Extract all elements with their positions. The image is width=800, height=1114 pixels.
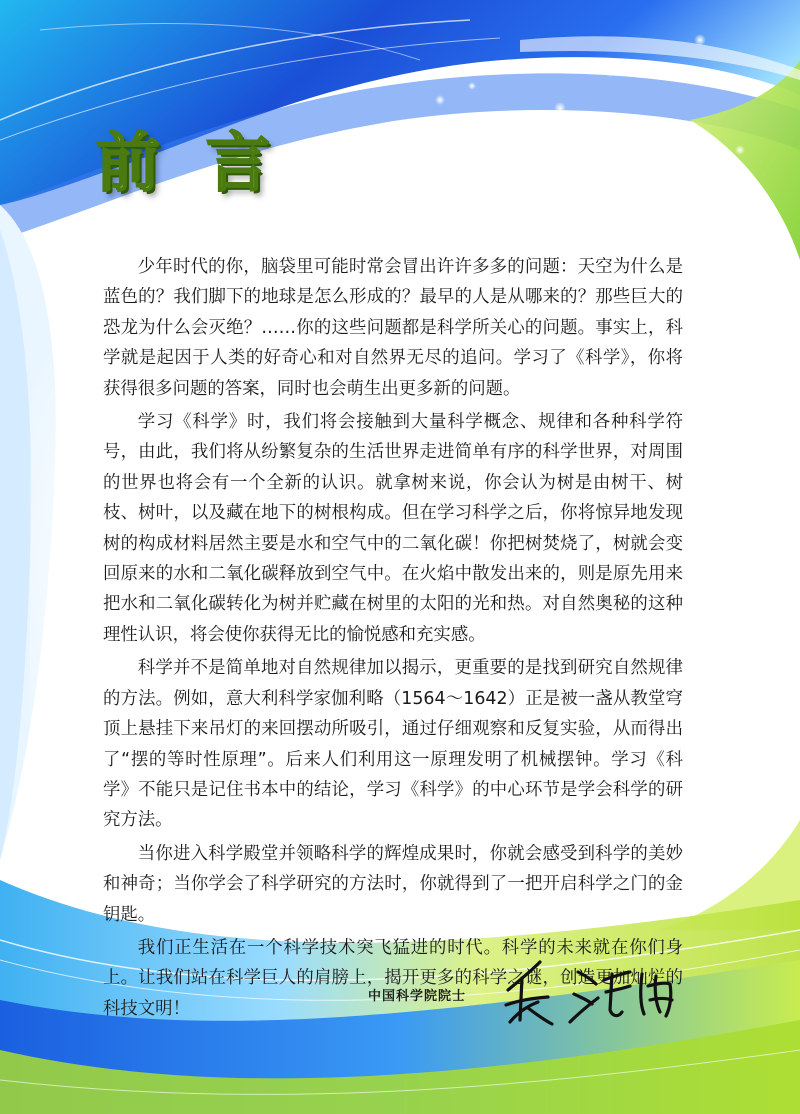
paragraph-2: 学习《科学》时，我们将会接触到大量科学概念、规律和各种科学符号，由此，我们将从纷繁复杂的生活世界走进简单有序的科学世界，对周围的世界也将会有一个全新的认识。就拿树来说，你会认为树是由树干、树枝、树叶，以及藏在地下的树根构成。但在学习科学之后，你将惊异地发现树的构成材料居然主要是水和空气中的二氧化碳！你把树焚烧了，树就会变回原来的水和二氧化碳释放到空气中。在火焰中散发出来的，则是原先用来把水和二氧化碳转化为树并贮藏在树里的太阳的光和热。对自然奥秘的这种理性认识，将会使你获得无比的愉悦感和充实感。 (103, 412, 683, 645)
author-title: 中国科学院院士 (368, 989, 467, 1004)
preface-body (103, 252, 683, 1027)
title-char-2: 言 (206, 127, 270, 201)
paragraph-3: 科学并不是简单地对自然规律加以揭示，更重要的是找到研究自然规律的方法。例如，意大利科学家伽利略（1564～1642）正是被一盏从教堂穹顶上悬挂下来吊灯的来回摆动所吸引，通过仔细观察和反复实验，从而得出了“摆的等时性原理”。后来人们利用这一原理发明了机械摆钟。学习《科学》不能只是记住书本中的结论，学习《科学》的中心环节是学会科学的研究方法。 (103, 658, 683, 831)
title-char-1: 前 (96, 127, 160, 201)
paragraph-5: 我们正生活在一个科学技术突飞猛进的时代。科学的未来就在你们身上。让我们站在科学巨人的肩膀上，揭开更多的科学之谜，创造更加灿烂的科技文明！ (103, 937, 683, 1019)
paragraph-4: 当你进入科学殿堂并领略科学的辉煌成果时，你就会感受到科学的美妙和神奇；当你学会了科学研究的方法时，你就得到了一把开启科学之门的金钥匙。 (103, 843, 683, 925)
paragraph-1: 少年时代的你，脑袋里可能时常会冒出许许多多的问题：天空为什么是蓝色的？我们脚下的地球是怎么形成的？最早的人是从哪来的？那些巨大的恐龙为什么会灭绝？……你的这些问题都是科学所关心的问题。事实上，科学就是起因于人类的好奇心和对自然界无尽的追问。学习了《科学》，你将获得很多问题的答案，同时也会萌生出更多新的问题。 (103, 257, 683, 399)
handwritten-signature (500, 950, 690, 1040)
page-title (96, 128, 270, 200)
